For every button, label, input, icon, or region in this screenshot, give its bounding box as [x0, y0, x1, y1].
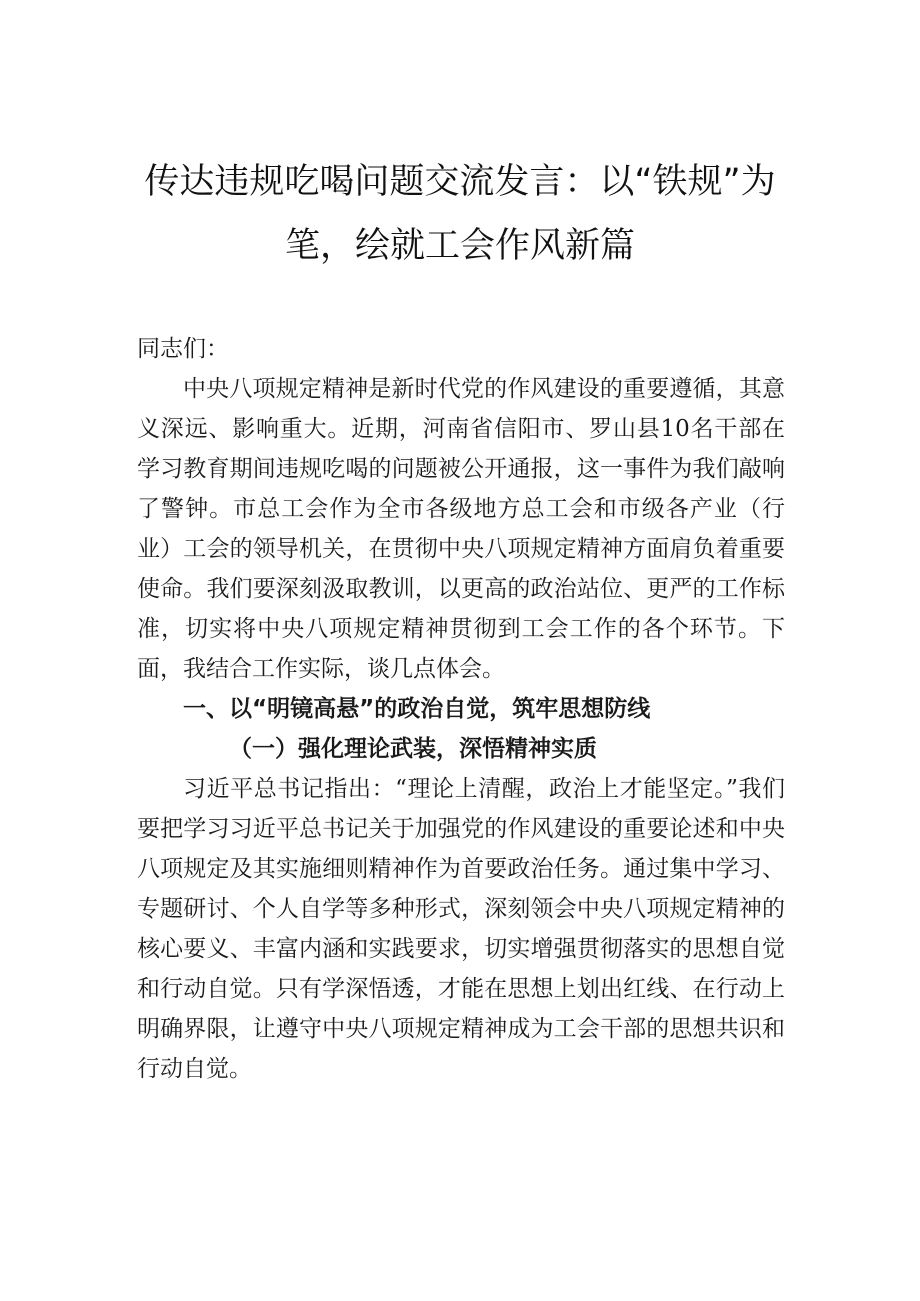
salutation: 同志们： — [137, 336, 229, 362]
paragraph-intro: 中央八项规定精神是新时代党的作风建设的重要遵循，其意义深远、影响重大。近期，河南省信阳市、罗山县10名干部在学习教育期间违规吃喝的问题被公开通报，这一事件为我们敲响了警钟。市总工会作为全市各级地方总工会和市级各产业（行业）工会的领导机关，在贯彻中央八项规定精神方面肩负着重要使命。我们要深刻汲取教训，以更高的政治站位、更严的工作标准，切实将中央八项规定精神贯彻到工会工作的各个环节。下面，我结合工作实际，谈几点体会。 — [137, 376, 785, 682]
paragraph-theory: 习近平总书记指出：“理论上清醒，政治上才能坚定。”我们要把学习习近平总书记关于加强党的作风建设的重要论述和中央八项规定及其实施细则精神作为首要政治任务。通过集中学习、专题研讨、个人自学等多种形式，深刻领会中央八项规定精神的核心要义、丰富内涵和实践要求，切实增强贯彻落实的思想自觉和行动自觉。只有学深悟透，才能在思想上划出红线、在行动上明确界限，让遵守中央八项规定精神成为工会干部的思想共识和行动自觉。 — [137, 776, 785, 1082]
subsection-heading-1-1: （一）强化理论武装，深悟精神实质 — [229, 736, 597, 762]
document-title: 传达违规吃喝问题交流发言：以“铁规”为笔，绘就工会作风新篇 — [144, 162, 776, 266]
section-heading-1: 一、以“明镜高悬”的政治自觉，筑牢思想防线 — [183, 696, 651, 722]
document-body — [137, 329, 785, 1089]
